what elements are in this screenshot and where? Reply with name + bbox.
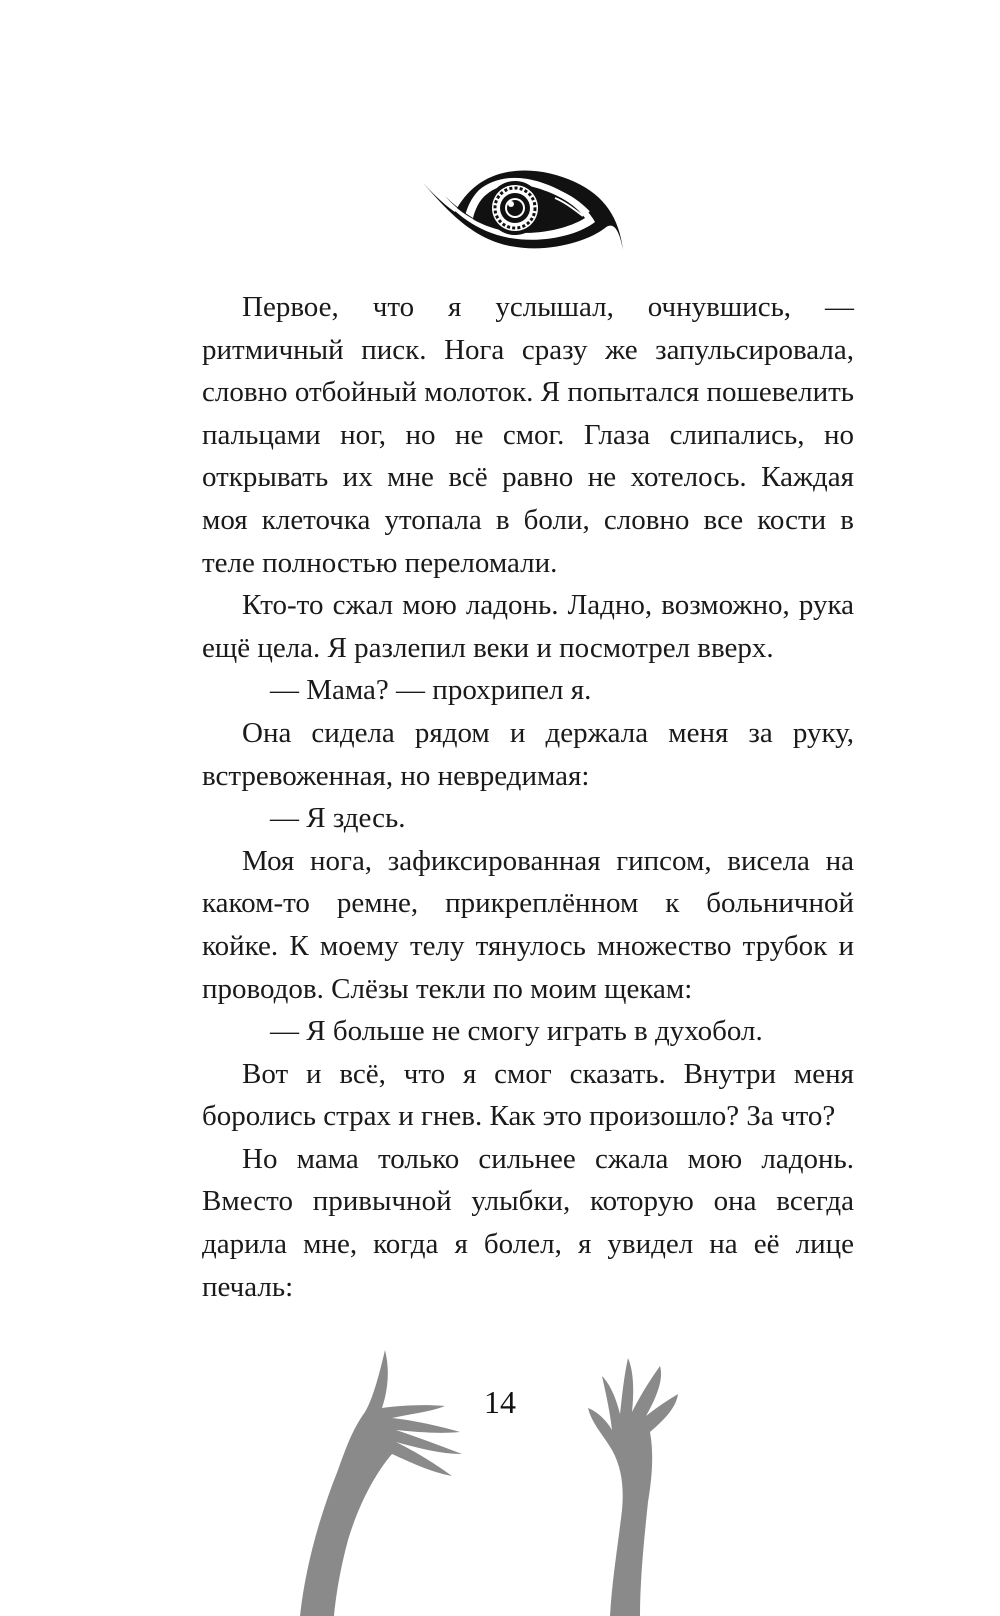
paragraph: Вот и всё, что я смог сказать. Внутри меня боролись страх и гнев. Как это произошло? За что?	[202, 1057, 854, 1133]
page-number: 14	[484, 1384, 516, 1420]
paragraph: — Я больше не смогу играть в духобол.	[270, 1015, 763, 1048]
paragraph: Первое, что я услышал, очнувшись, — ритмичный писк. Нога сразу же запульсировала, словно отбойный молоток. Я попытался пошевелить пальцами ног, но не смог. Глаза слипались, но открывать их мне всё равно не хотелось. Каждая моя клеточка утопала в боли, словно все кости в теле полностью переломали.	[202, 291, 854, 579]
paragraph: Но мама только сильнее сжала мою ладонь. Вместо привычной улыбки, которую она всегда дарила мне, когда я болел, я увидел на её лице печаль:	[202, 1142, 854, 1303]
paragraph: — Я здесь.	[270, 802, 406, 835]
paragraph: Моя нога, зафиксированная гипсом, висела на каком-то ремне, прикреплённом к больничной койке. К моему телу тянулось множество трубок и проводов. Слёзы текли по моим щекам:	[202, 844, 854, 1005]
eye-ornament-icon	[415, 168, 625, 263]
paragraph: — Мама? — прохрипел я.	[270, 674, 592, 707]
body-text	[202, 286, 854, 1308]
paragraph: Кто-то сжал мою ладонь. Ладно, возможно, рука ещё цела. Я разлепил веки и посмотрел вверх.	[202, 589, 854, 664]
paragraph: Она сидела рядом и держала меня за руку, встревоженная, но невредимая:	[202, 716, 854, 792]
